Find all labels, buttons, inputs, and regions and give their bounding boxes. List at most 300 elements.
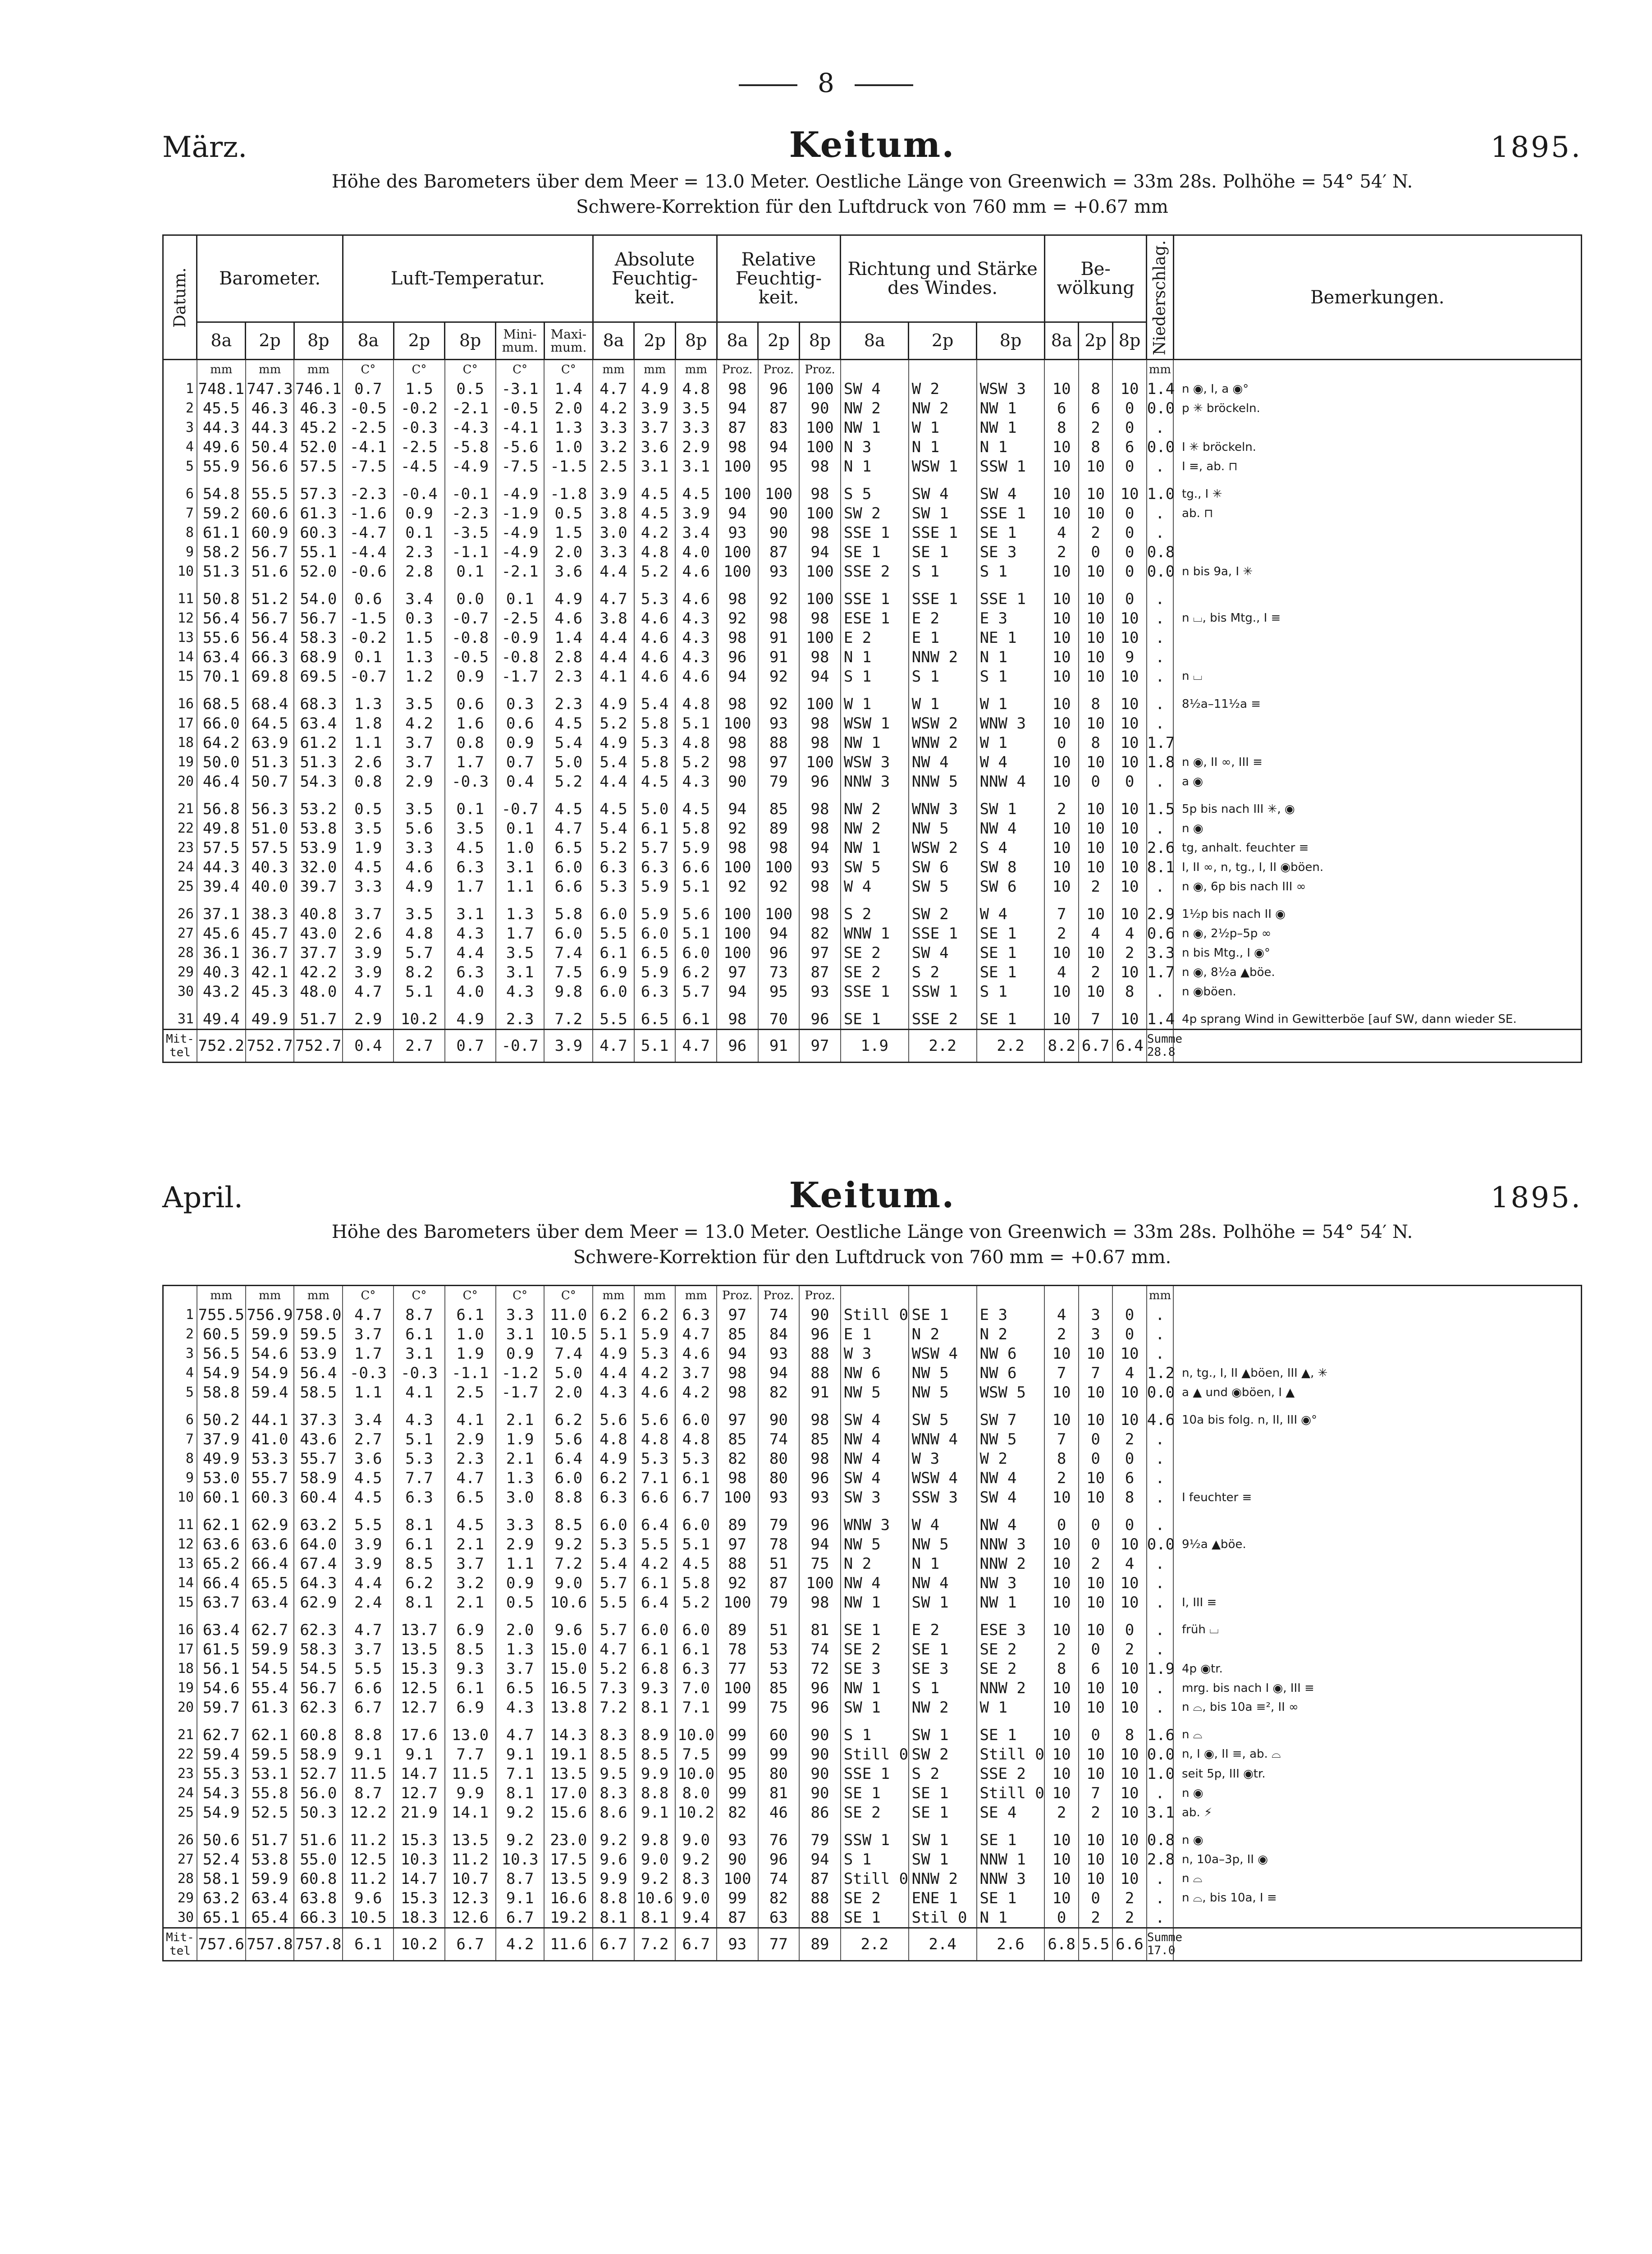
value-cell: 51.7 (246, 1830, 294, 1850)
value-cell: -2.3 (343, 484, 394, 504)
day-cell: 16 (177, 1622, 194, 1638)
value-cell: 0 (1112, 562, 1146, 581)
value-cell: 82 (799, 924, 841, 943)
remark-cell: 5p bis nach III ✳, ◉ (1173, 799, 1581, 819)
value-cell: 0.0 (1147, 438, 1175, 456)
table-row (163, 819, 1582, 838)
value-cell: 10 (1044, 1783, 1078, 1803)
table-row (163, 904, 1582, 924)
value-cell: 96 (799, 1678, 841, 1698)
value-cell: 70 (758, 1009, 800, 1030)
value-cell: 5.9 (634, 1324, 676, 1344)
value-cell: 5.3 (593, 1535, 634, 1554)
value-cell: SSE 1 (841, 589, 909, 609)
value-cell: 98 (799, 799, 841, 819)
value-cell: 1.5 (544, 523, 593, 542)
value-cell: 3.1 (496, 962, 545, 982)
value-cell: SSW 1 (977, 457, 1045, 476)
value-cell: 3.0 (496, 1488, 545, 1507)
remark-cell: n ◉, II ∞, III ≡ (1173, 752, 1581, 772)
value-cell: 10 (1079, 1620, 1112, 1640)
unit-cell: mm (294, 1286, 343, 1306)
value-cell: 51.7 (294, 1009, 343, 1030)
value-cell: -0.8 (496, 647, 545, 667)
table-row (163, 1888, 1582, 1908)
row-group-gap (163, 791, 1582, 799)
value-cell: 54.8 (197, 484, 246, 504)
value-cell: . (1147, 1698, 1173, 1717)
day-cell: 6 (185, 486, 194, 502)
value-cell: S 5 (841, 484, 909, 504)
value-cell: 4.6 (544, 609, 593, 628)
value-cell: 10 (1044, 1573, 1078, 1593)
value-cell: 51.6 (294, 1830, 343, 1850)
unit-cell: Proz. (758, 360, 800, 380)
value-cell: 63 (758, 1908, 800, 1928)
value-cell: 50.3 (294, 1803, 343, 1822)
value-cell: 10 (1044, 647, 1078, 667)
value-cell: 88 (799, 1363, 841, 1383)
value-cell: 8.2 (394, 962, 444, 982)
section-header (162, 1175, 1582, 1285)
value-cell: -4.1 (496, 418, 545, 437)
march-section (162, 124, 1582, 1063)
value-cell: 6.3 (675, 1305, 717, 1324)
value-cell: . (1147, 1678, 1173, 1698)
value-cell: 3.5 (394, 904, 444, 924)
value-cell: 96 (799, 1324, 841, 1344)
value-cell: 10 (1112, 877, 1146, 896)
day-cell: 7 (185, 505, 194, 521)
value-cell: 5.8 (634, 752, 676, 772)
table-row (163, 1678, 1582, 1698)
value-cell: 6.3 (394, 1488, 444, 1507)
value-cell: 2.3 (394, 542, 444, 562)
value-cell: 11.5 (343, 1764, 394, 1783)
value-cell: 9.1 (343, 1745, 394, 1764)
value-cell: 90 (717, 772, 758, 791)
remark-cell: tg., I ✳ (1173, 484, 1581, 504)
value-cell: 10 (1044, 772, 1078, 791)
value-cell: 16.5 (544, 1678, 593, 1698)
remark-cell: n ◉, 2½p–5p ∞ (1173, 924, 1581, 943)
value-cell: 100 (799, 752, 841, 772)
value-cell: -0.9 (496, 628, 545, 647)
value-cell: 3.7 (394, 733, 444, 752)
value-cell: 10 (1079, 562, 1112, 581)
value-cell: WNW 1 (841, 924, 909, 943)
value-cell: 66.4 (246, 1554, 294, 1573)
value-cell: 61.2 (294, 733, 343, 752)
value-cell: 3.7 (445, 1554, 496, 1573)
value-cell: 4.9 (445, 1009, 496, 1030)
value-cell: 5.6 (544, 1429, 593, 1449)
value-cell: 19.2 (544, 1908, 593, 1928)
value-cell: 0.0 (1147, 562, 1175, 581)
value-cell: 94 (758, 924, 800, 943)
value-cell: 10 (1112, 904, 1146, 924)
value-cell: 1.4 (1147, 380, 1175, 398)
value-cell: 80 (758, 1449, 800, 1468)
value-cell: E 1 (841, 1324, 909, 1344)
value-cell: . (1147, 609, 1173, 628)
value-cell: 8.7 (394, 1305, 444, 1324)
value-cell: 4 (1112, 924, 1146, 943)
value-cell: 3.1 (394, 1344, 444, 1363)
mean-cell: 4.7 (593, 1030, 634, 1063)
value-cell: 2 (1044, 1803, 1078, 1822)
value-cell: 10 (1112, 1593, 1146, 1612)
value-cell: 92 (717, 819, 758, 838)
value-cell: 5.0 (544, 1363, 593, 1383)
value-cell: 10 (1044, 943, 1078, 962)
value-cell: 9.6 (544, 1620, 593, 1640)
station-meta: Höhe des Barometers über dem Meer = 13.0 Meter. Oestliche Länge von Greenwich = 33m 28s. Polhöhe = 54° 54′ N. (331, 1222, 1413, 1242)
mean-cell: 4.2 (496, 1928, 545, 1961)
value-cell: 61.3 (246, 1698, 294, 1717)
value-cell: 45.5 (197, 399, 246, 418)
value-cell: 0.7 (343, 379, 394, 399)
value-cell: 6.3 (634, 982, 676, 1001)
value-cell: 10.3 (394, 1850, 444, 1869)
value-cell: -3.5 (445, 523, 496, 542)
value-cell: 68.3 (294, 694, 343, 714)
value-cell: W 1 (841, 694, 909, 714)
value-cell: 56.0 (294, 1783, 343, 1803)
row-group-gap (163, 1822, 1582, 1830)
value-cell: 4.6 (675, 562, 717, 581)
value-cell: 13.5 (394, 1640, 444, 1659)
value-cell: 87 (799, 1869, 841, 1888)
value-cell: 3.5 (496, 943, 545, 962)
day-cell: 20 (177, 1700, 194, 1715)
value-cell: 100 (758, 484, 800, 504)
value-cell: 90 (799, 1305, 841, 1324)
value-cell: 55.6 (197, 628, 246, 647)
unit-cell: mm (634, 1286, 676, 1306)
value-cell: 9.1 (394, 1745, 444, 1764)
subheader-h8p: 8p (294, 322, 343, 360)
value-cell: -0.7 (445, 609, 496, 628)
value-cell: -1.1 (445, 542, 496, 562)
value-cell: 7 (1044, 1363, 1078, 1383)
value-cell: S 1 (977, 667, 1045, 686)
value-cell: 50.7 (246, 772, 294, 791)
table-row (163, 1745, 1582, 1764)
value-cell: SW 8 (977, 857, 1045, 877)
value-cell: 3.7 (675, 1363, 717, 1383)
table-row (163, 1593, 1582, 1612)
value-cell: 6.3 (445, 857, 496, 877)
value-cell: 2 (1044, 1468, 1078, 1488)
value-cell: 3.3 (1147, 944, 1175, 962)
remark-cell (1173, 1468, 1582, 1488)
value-cell: 4.1 (593, 667, 634, 686)
value-cell: 59.7 (197, 1698, 246, 1717)
value-cell: WSW 2 (909, 714, 977, 733)
unit-cell (841, 360, 909, 380)
value-cell: 11.2 (343, 1869, 394, 1888)
value-cell: 10 (1079, 857, 1112, 877)
value-cell: 62.3 (294, 1698, 343, 1717)
value-cell: 8.8 (593, 1888, 634, 1908)
value-cell: 747.3 (246, 379, 294, 399)
value-cell: 10.6 (634, 1888, 676, 1908)
value-cell: 93 (758, 714, 800, 733)
day-cell: 24 (177, 859, 194, 875)
value-cell: NW 1 (841, 838, 909, 857)
value-cell: 98 (799, 647, 841, 667)
value-cell: SW 4 (841, 1468, 909, 1488)
value-cell: WSW 4 (909, 1468, 977, 1488)
table-row (163, 1698, 1582, 1717)
value-cell: 44.3 (246, 418, 294, 437)
value-cell: 93 (758, 562, 800, 581)
value-cell: 4 (1044, 523, 1078, 542)
value-cell: 56.4 (294, 1363, 343, 1383)
table-row (163, 1009, 1582, 1030)
value-cell: 4.7 (496, 1725, 545, 1745)
day-cell: 28 (177, 945, 194, 961)
value-cell: 3.3 (496, 1305, 545, 1324)
value-cell: 32.0 (294, 857, 343, 877)
value-cell: 46.3 (294, 399, 343, 418)
remark-cell (1173, 523, 1581, 542)
value-cell: 1.0 (445, 1324, 496, 1344)
value-cell: 42.2 (294, 962, 343, 982)
value-cell: 6.3 (445, 962, 496, 982)
day-cell: 2 (185, 1326, 194, 1342)
remark-cell: I ≡, ab. ⊓ (1173, 457, 1581, 476)
value-cell: 100 (717, 857, 758, 877)
value-cell: 10 (1112, 667, 1146, 686)
remark-cell (1173, 714, 1581, 733)
value-cell: 10 (1044, 1678, 1078, 1698)
value-cell: 69.5 (294, 667, 343, 686)
value-cell: NW 4 (909, 1573, 977, 1593)
value-cell: NW 2 (841, 799, 909, 819)
value-cell: 10 (1044, 1383, 1078, 1402)
value-cell: NW 6 (977, 1363, 1045, 1383)
subheader-h2p: 2p (1079, 322, 1112, 360)
table-row (163, 714, 1582, 733)
value-cell: NW 2 (841, 399, 909, 418)
value-cell: 53.0 (197, 1468, 246, 1488)
value-cell: 2.1 (496, 1410, 545, 1429)
value-cell: 1.1 (496, 877, 545, 896)
value-cell: 0.0 (1147, 1383, 1175, 1402)
subheader-h8a: 8a (593, 322, 634, 360)
value-cell: 1.7 (496, 924, 545, 943)
value-cell: 89 (717, 1515, 758, 1535)
value-cell: 3 (1079, 1305, 1112, 1324)
value-cell: 7.5 (544, 962, 593, 982)
value-cell: 10.0 (675, 1725, 717, 1745)
value-cell: 9.0 (675, 1888, 717, 1908)
value-cell: 60.6 (246, 504, 294, 523)
value-cell: 54.3 (294, 772, 343, 791)
value-cell: 5.7 (593, 1573, 634, 1593)
value-cell: W 2 (977, 1449, 1045, 1468)
value-cell: 59.9 (246, 1324, 294, 1344)
value-cell: 10 (1112, 1745, 1146, 1764)
value-cell: 6.3 (675, 1659, 717, 1678)
value-cell: 10 (1044, 1488, 1078, 1507)
day-cell: 9 (185, 544, 194, 560)
value-cell: 13.0 (445, 1725, 496, 1745)
row-group-gap (163, 1402, 1582, 1410)
value-cell: 53.8 (294, 819, 343, 838)
value-cell: 5.1 (394, 1429, 444, 1449)
value-cell: 3.5 (394, 694, 444, 714)
remark-cell: n bis 9a, I ✳ (1173, 562, 1581, 581)
value-cell: 4.6 (634, 667, 676, 686)
value-cell: SW 2 (909, 1745, 977, 1764)
value-cell: 96 (799, 772, 841, 791)
value-cell: 75 (758, 1698, 800, 1717)
value-cell: S 1 (841, 1850, 909, 1869)
value-cell: SE 1 (909, 542, 977, 562)
value-cell: 5.4 (544, 733, 593, 752)
value-cell: 56.4 (246, 628, 294, 647)
value-cell: 6.0 (634, 1620, 676, 1640)
value-cell: 9.9 (445, 1783, 496, 1803)
value-cell: 6.9 (445, 1620, 496, 1640)
unit-cell: mm (593, 360, 634, 380)
value-cell: 61.1 (197, 523, 246, 542)
value-cell: 4.5 (593, 799, 634, 819)
value-cell: 60.4 (294, 1488, 343, 1507)
value-cell: 100 (758, 904, 800, 924)
value-cell: 10 (1044, 877, 1078, 896)
value-cell: 4 (1044, 1305, 1078, 1324)
value-cell: 0.8 (343, 772, 394, 791)
value-cell: 4.5 (544, 714, 593, 733)
value-cell: 10 (1112, 857, 1146, 877)
value-cell: W 3 (841, 1344, 909, 1363)
value-cell: 86 (799, 1803, 841, 1822)
mean-cell (1173, 1928, 1582, 1961)
value-cell: 746.1 (294, 379, 343, 399)
value-cell: 88 (799, 1908, 841, 1928)
value-cell: 2.0 (496, 1620, 545, 1640)
value-cell: 3.9 (343, 1554, 394, 1573)
value-cell: 55.7 (246, 1468, 294, 1488)
remark-cell: I, III ≡ (1173, 1593, 1582, 1612)
value-cell: 40.8 (294, 904, 343, 924)
value-cell: -0.2 (343, 628, 394, 647)
subheader-h8p: 8p (977, 322, 1045, 360)
value-cell: 10 (1079, 1745, 1112, 1764)
value-cell: -5.8 (445, 437, 496, 457)
value-cell: SE 2 (841, 1803, 909, 1822)
value-cell: 2 (1079, 523, 1112, 542)
value-cell: 4.6 (634, 1383, 676, 1402)
value-cell: 5.2 (634, 562, 676, 581)
value-cell: SSE 1 (977, 589, 1045, 609)
unit-cell: mm (675, 360, 717, 380)
value-cell: SSW 3 (909, 1488, 977, 1507)
value-cell: NNW 2 (977, 1554, 1045, 1573)
value-cell: 100 (799, 379, 841, 399)
subheader-h2p: 2p (246, 322, 294, 360)
value-cell: 12.3 (445, 1888, 496, 1908)
gravity-correction: Schwere-Korrektion für den Luftdruck von 760 mm = +0.67 mm. (573, 1247, 1172, 1268)
value-cell: 58.3 (294, 628, 343, 647)
value-cell: 10 (1112, 628, 1146, 647)
value-cell: SW 6 (909, 857, 977, 877)
day-cell: 1 (185, 1307, 194, 1323)
value-cell: 3.9 (675, 504, 717, 523)
value-cell: 98 (717, 628, 758, 647)
value-cell: 92 (758, 589, 800, 609)
value-cell: SW 4 (841, 379, 909, 399)
value-cell: 100 (717, 904, 758, 924)
value-cell: 54.3 (197, 1783, 246, 1803)
remark-cell: tg, anhalt. feuchter ≡ (1173, 838, 1581, 857)
value-cell: . (1147, 1449, 1173, 1468)
value-cell: 49.4 (197, 1009, 246, 1030)
value-cell: 1.4 (544, 628, 593, 647)
value-cell: 92 (717, 1573, 758, 1593)
value-cell: 100 (717, 1488, 758, 1507)
mean-cell: 2.2 (841, 1928, 909, 1961)
value-cell: 98 (717, 1363, 758, 1383)
value-cell: 5.2 (593, 838, 634, 857)
remark-cell: n ⌓ (1173, 1869, 1582, 1888)
value-cell: 52.7 (294, 1764, 343, 1783)
value-cell: 60.9 (246, 523, 294, 542)
table-row (163, 1620, 1582, 1640)
value-cell: 8.8 (544, 1488, 593, 1507)
value-cell: 10 (1044, 1344, 1078, 1363)
day-cell: 8 (185, 525, 194, 541)
value-cell: 1.5 (1147, 800, 1175, 818)
value-cell: 98 (799, 484, 841, 504)
value-cell: 3.9 (634, 399, 676, 418)
value-cell: SSE 2 (977, 1764, 1045, 1783)
value-cell: 60.3 (294, 523, 343, 542)
value-cell: NW 1 (841, 418, 909, 437)
mean-label: Mit-tel (163, 1928, 197, 1961)
day-cell: 27 (177, 925, 194, 941)
value-cell: 1.7 (445, 877, 496, 896)
mean-cell: 6.7 (675, 1928, 717, 1961)
value-cell: -4.5 (394, 457, 444, 476)
value-cell: 77 (717, 1659, 758, 1678)
value-cell: SE 4 (977, 1803, 1045, 1822)
value-cell: Still 0 (841, 1305, 909, 1324)
value-cell: 8.3 (593, 1725, 634, 1745)
value-cell: 0 (1079, 1888, 1112, 1908)
value-cell: 4.4 (593, 562, 634, 581)
value-cell: 53 (758, 1640, 800, 1659)
value-cell: NNW 3 (841, 772, 909, 791)
value-cell: 9.1 (634, 1803, 676, 1822)
value-cell: 98 (717, 1009, 758, 1030)
value-cell: 9.5 (593, 1764, 634, 1783)
value-cell: 74 (758, 1305, 800, 1324)
value-cell: 10 (1079, 1383, 1112, 1402)
value-cell: 6 (1044, 399, 1078, 418)
value-cell: S 1 (841, 1725, 909, 1745)
value-cell: 10 (1079, 714, 1112, 733)
value-cell: 3.0 (593, 523, 634, 542)
value-cell: SE 2 (841, 1640, 909, 1659)
value-cell: 1.3 (496, 904, 545, 924)
value-cell: 13.7 (394, 1620, 444, 1640)
value-cell: 79 (758, 1515, 800, 1535)
